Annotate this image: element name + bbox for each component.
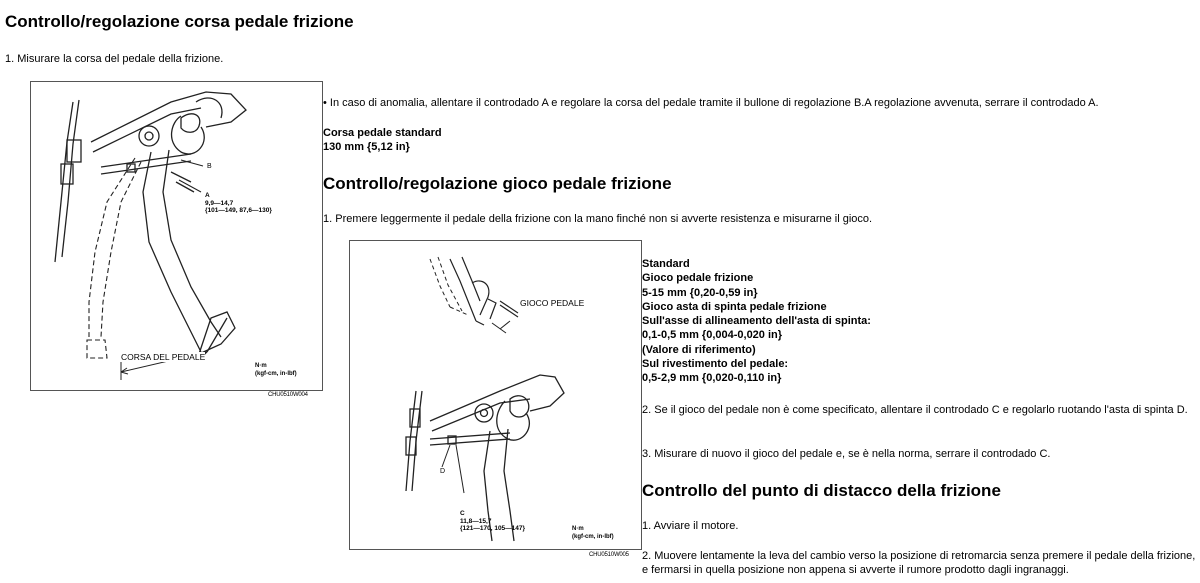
unit-alt-2: (kgf-cm, in-lbf) — [572, 534, 614, 540]
torque-spec-c — [460, 510, 525, 533]
section-3-title: Controllo del punto di distacco della frizione — [642, 481, 1001, 500]
torque-a-alt: {101—149, 87,6—130} — [205, 207, 272, 214]
spec-line: 5-15 mm {0,20-0,59 in} — [642, 286, 758, 299]
pedal-travel-diagram — [31, 82, 322, 390]
pedal-travel-figure — [30, 81, 323, 391]
label-d: D — [440, 468, 446, 475]
travel-label: CORSA DEL PEDALE — [121, 352, 206, 362]
standard-travel-value: 130 mm {5,12 in} — [323, 141, 410, 154]
label-a: A — [205, 192, 210, 199]
torque-c-nm: 11,8—15,7 — [460, 517, 492, 525]
pedal-play-figure — [349, 240, 642, 550]
step-1-measure-travel: 1. Misurare la corsa del pedale della frizione. — [5, 53, 224, 65]
torque-a-nm: 9,9—14,7 — [205, 199, 234, 207]
play-specs — [642, 257, 871, 386]
spec-line: Gioco asta di spinta pedale frizione — [642, 300, 827, 313]
spec-line: Standard — [642, 258, 690, 270]
section-3-step-1: 1. Avviare il motore. — [642, 520, 739, 532]
spec-line: Sull'asse di allineamento dell'asta di spinta: — [642, 315, 871, 328]
section-3-step-2: 2. Muovere lentamente la leva del cambio verso la posizione di retromarcia senza premere il pedale della frizione, e fermarsi in quella posizione non appena si avverte il rumore prodotto dagli ingranaggi. — [642, 550, 1196, 576]
standard-travel-spec — [323, 126, 442, 155]
section-2-step-3: 3. Misurare di nuovo il gioco del pedale e, se è nella norma, serrare il controdado C. — [642, 448, 1051, 460]
spec-line: Sul rivestimento del pedale: — [642, 358, 789, 371]
section-2-step-1: 1. Premere leggermente il pedale della frizione con la mano finché non si avverte resistenza e misurarne il gioco. — [323, 213, 873, 225]
standard-travel-label: Corsa pedale standard — [323, 127, 442, 139]
unit-alt: (kgf-cm, in-lbf) — [255, 371, 297, 377]
spec-line: Gioco pedale frizione — [642, 272, 754, 285]
anomaly-instruction: • In caso di anomalia, allentare il controdado A e regolare la corsa del pedale tramite il bullone di regolazione B.A regolazione avvenuta, serrare il controdado A. — [323, 97, 1099, 109]
unit-nm-2: N·m — [572, 526, 584, 532]
pedal-play-diagram — [350, 241, 641, 549]
torque-c-alt: {121—170, 105—147} — [460, 525, 526, 532]
label-c: C — [460, 510, 465, 517]
spec-line: (Valore di riferimento) — [642, 343, 756, 356]
spec-line: 0,5-2,9 mm {0,020-0,110 in} — [642, 372, 782, 385]
section-2-title: Controllo/regolazione gioco pedale frizione — [323, 174, 672, 193]
spec-line: 0,1-0,5 mm {0,004-0,020 in} — [642, 329, 783, 342]
unit-legend — [255, 362, 297, 378]
unit-legend-2 — [572, 525, 614, 541]
unit-nm: N·m — [255, 363, 267, 369]
torque-spec-a — [205, 192, 272, 215]
section-2-step-2: 2. Se il gioco del pedale non è come specificato, allentare il controdado C e regolarlo ruotando l'asta di spinta D. — [642, 404, 1188, 416]
label-b: B — [207, 163, 212, 170]
figure-1-code: CHU0510W004 — [268, 392, 308, 398]
page-title: Controllo/regolazione corsa pedale frizione — [5, 12, 354, 31]
figure-2-code: CHU0510W005 — [589, 552, 629, 558]
pedal-gap-label: GIOCO PEDALE — [520, 298, 585, 308]
